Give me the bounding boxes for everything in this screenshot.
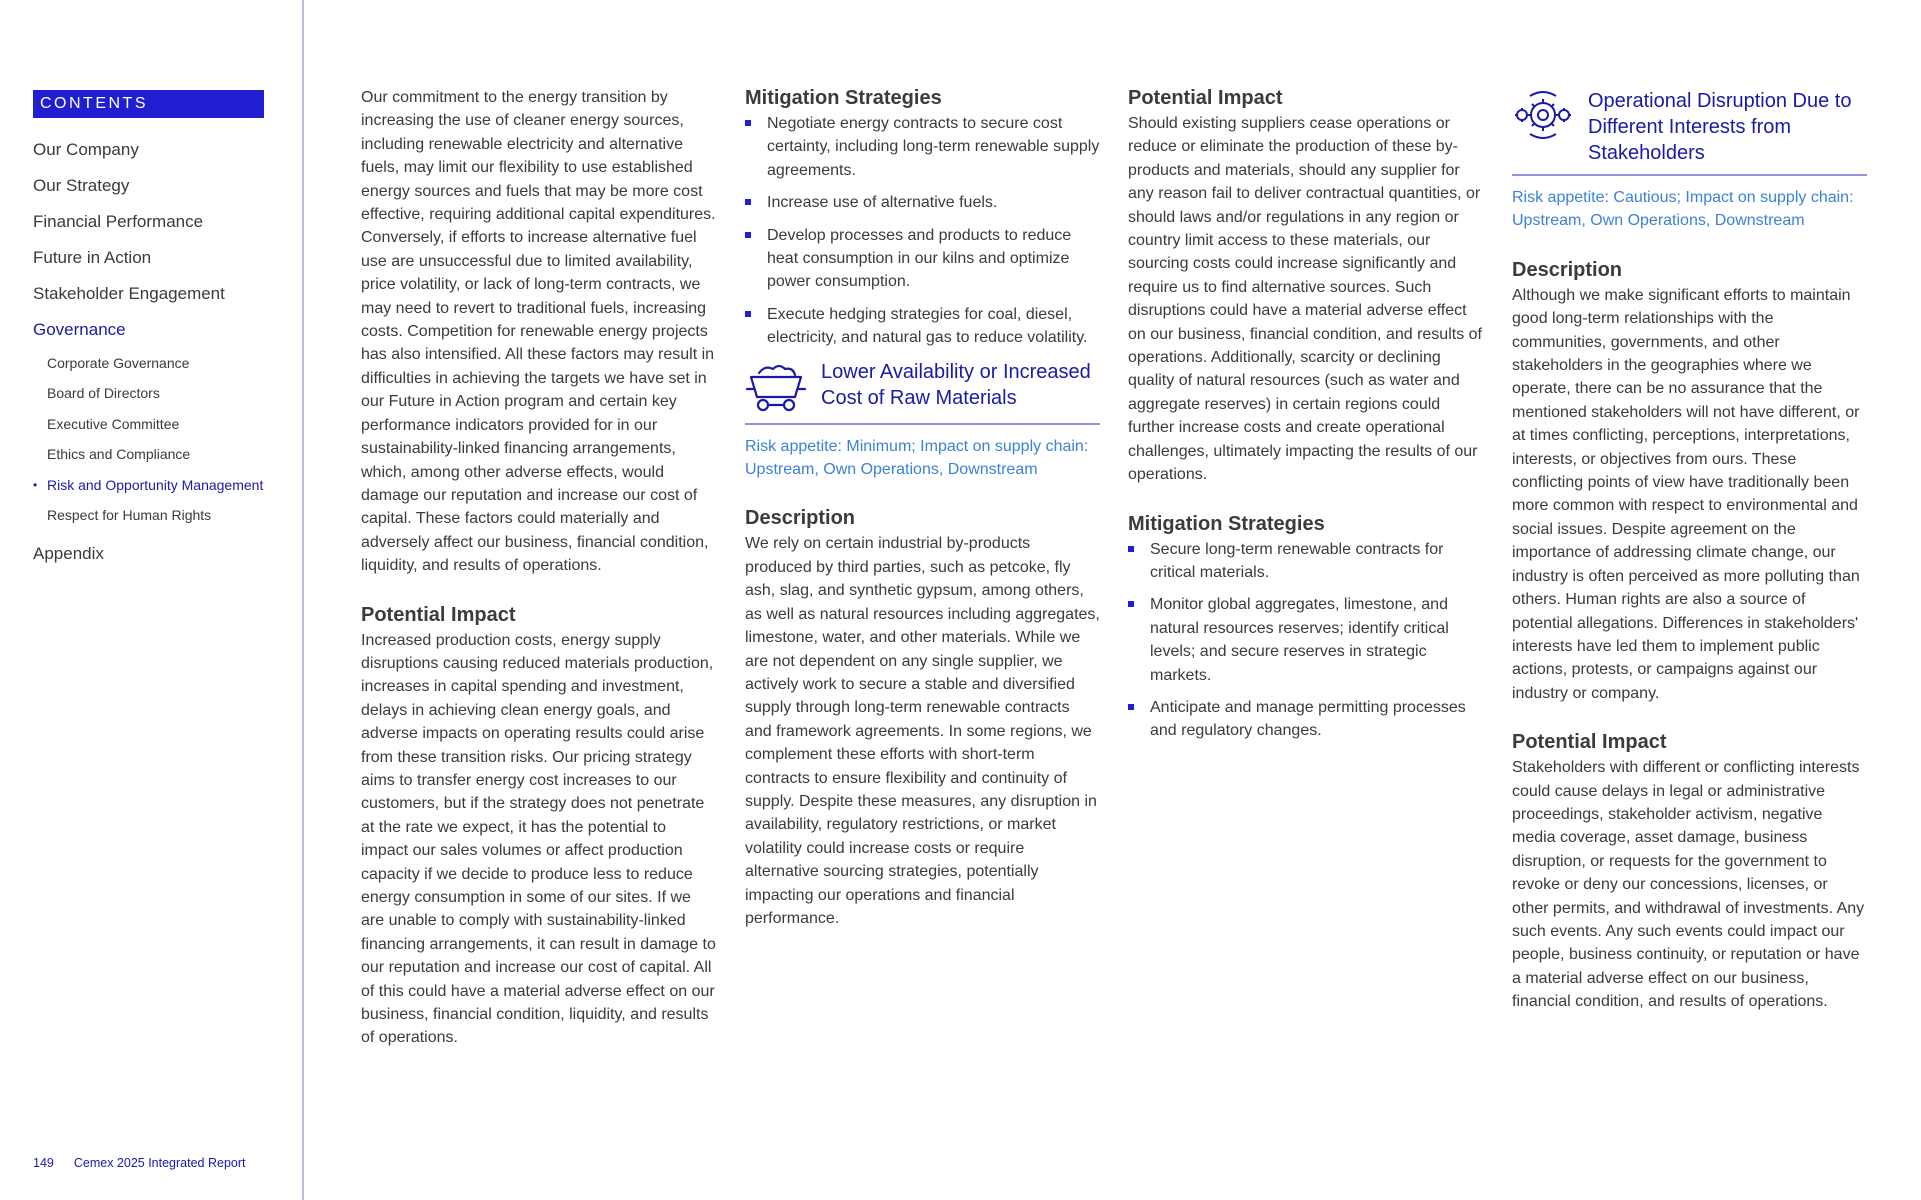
nav-item-financial-performance[interactable]: Financial Performance: [33, 212, 204, 231]
page-footer: [33, 1156, 246, 1170]
potential-impact-text: Increased production costs, energy supply disruptions causing reduced materials production, increases in capital spending and investment, delays in achieving clean energy goals, and adverse impacts on operating results could arise from these transition risks. Our pricing strategy aims to transfer energy cost increases to our customers, but if the strategy does not penetrate at the rate we expect, it has the potential to impact our sales volumes or affect production capacity if we decide to produce less to reduce energy consumption in some of our sites. If we are unable to comply with sustainability-linked financing arrangements, it can result in damage to our reputation and increase our cost of capital. All of this could have a material adverse effect on our business, financial condition, liquidity, and results of operations.: [361, 631, 716, 1047]
list-item: [745, 224, 1100, 294]
nav-item-our-company[interactable]: Our Company: [33, 140, 139, 159]
list-item-text: Secure long-term renewable contracts for critical materials.: [1150, 540, 1444, 581]
risk-appetite: Risk appetite: Cautious; Impact on supply chain: Upstream, Own Operations, Downstream: [1512, 189, 1854, 230]
potential-impact-heading: Potential Impact: [1128, 87, 1283, 109]
potential-impact-heading: Potential Impact: [361, 603, 516, 626]
contents-label[interactable]: CONTENTS: [33, 90, 264, 118]
column-3: [1128, 86, 1483, 752]
column-4: [1512, 86, 1867, 1014]
list-item: [1128, 538, 1483, 585]
mitigation-heading: Mitigation Strategies: [1128, 512, 1325, 535]
description-heading: Description: [745, 507, 856, 530]
list-item-text: Monitor global aggregates, limestone, and natural resources reserves; identify critical levels; and secure reserves in strategic markets.: [1150, 596, 1449, 684]
list-item: [1128, 696, 1483, 743]
nav-item-stakeholder-engagement[interactable]: Stakeholder Engagement: [33, 284, 225, 303]
description-text: Although we make significant efforts to maintain good long-term relationships with the communities, governments, and other stakeholders in the geographies where we operate, there can be no assurance that the mentioned stakeholders will not have different, or at times conflicting, perceptions, interpretations, interests, or objectives from ours. These conflicting points of view have traditionally been more common with respect to environmental and social issues. Despite agreement on the importance of addressing climate change, our industry is often perceived as more polluting than others. Human rights are also a source of potential allegations. Differences in stakeholders' interests have led them to implement public actions, protests, or campaigns against our industry or company.: [1512, 286, 1860, 702]
list-item: [745, 191, 1100, 214]
bullet-square-icon: [1128, 601, 1134, 607]
subnav-label: Risk and Opportunity Management: [47, 476, 264, 493]
subnav-label: Ethics and Compliance: [47, 446, 191, 463]
nav-item-future-in-action[interactable]: Future in Action: [33, 248, 152, 267]
list-item-text: Increase use of alternative fuels.: [767, 194, 998, 212]
subnav-item-corporate-governance[interactable]: [33, 353, 298, 383]
report-title: Cemex 2025 Integrated Report: [73, 1156, 246, 1170]
list-item-text: Execute hedging strategies for coal, diesel, electricity, and natural gas to reduce volatility.: [767, 305, 1088, 347]
mitigation-heading: Mitigation Strategies: [745, 87, 942, 109]
nav-item-governance[interactable]: Governance: [33, 320, 126, 339]
subnav-label: Board of Directors: [47, 385, 160, 402]
nav-item-appendix[interactable]: Appendix: [33, 544, 104, 564]
subnav-label: Corporate Governance: [47, 355, 190, 371]
sidebar-nav: [33, 137, 298, 577]
intro-paragraph: Our commitment to the energy transition by increasing the use of cleaner energy sources, including renewable electricity and alternative fuels, may limit our flexibility to use established energy sources and fuels that may be more cost effective, requiring additional capital expenditures. Conversely, if efforts to increase alternative fuel use are unsuccessful due to limited availability, price volatility, or lack of long-term contracts, we may need to revert to traditional fuels, increasing costs. Competition for renewable energy projects has also intensified. All these factors may result in difficulties in achieving the targets we have set in our Future in Action program and certain key performance indicators provided for in our sustainability-linked financing arrangements, which, among other adverse effects, would damage our reputation and increase our cost of capital. These factors could materially and adversely affect our business, financial condition, liquidity, and results of operations.: [361, 89, 716, 575]
risk-appetite: Risk appetite: Minimum; Impact on supply chain: Upstream, Own Operations, Downstream: [745, 437, 1089, 479]
sidebar-divider: [302, 0, 304, 1200]
gears-icon: [1512, 88, 1574, 144]
bullet-square-icon: [745, 120, 751, 126]
description-text: We rely on certain industrial by-products produced by third parties, such as petcoke, fly ash, slag, and synthetic gypsum, among others, as well as natural resources including aggregates, limestone, water, and other materials. While we are not dependent on any single supplier, we actively work to secure a stable and diversified supply through long-term renewable contracts and framework agreements. In some regions, we complement these efforts with short-term contracts to ensure flexibility and continuity of supply. Despite these measures, any disruption in availability, regulatory restrictions, or market volatility could increase costs or require alternative sourcing strategies, potentially impacting our operations and financial performance.: [745, 535, 1100, 927]
active-bullet-icon: •: [33, 477, 38, 492]
subnav-item-board-of-directors[interactable]: [33, 383, 298, 413]
list-item: [745, 112, 1100, 182]
sidebar: [0, 0, 303, 1200]
list-item: [745, 303, 1100, 350]
list-item-text: Anticipate and manage permitting processes and regulatory changes.: [1150, 698, 1466, 740]
risk-title: Lower Availability or Increased Cost of Raw Materials: [821, 360, 1091, 409]
subnav-item-risk-and-opportunity-management[interactable]: [33, 475, 298, 505]
column-2: [745, 86, 1100, 930]
potential-impact-text: Stakeholders with different or conflicting interests could cause delays in legal or administrative proceedings, stakeholder activism, negative media coverage, asset damage, business disruption, or requests for the government to revoke or deny our concessions, licenses, or other permits, and withdrawal of investments. Any such events. Any such events could impact our people, business continuity, or reputation or have a material adverse effect on our business, financial condition, and results of operations.: [1512, 759, 1865, 1011]
page-number: 149: [33, 1156, 54, 1170]
bullet-square-icon: [745, 232, 751, 238]
column-1: [361, 86, 716, 1050]
mitigation-list: [1128, 538, 1483, 743]
list-item-text: Develop processes and products to reduce heat consumption in our kilns and optimize power consumption.: [767, 226, 1072, 291]
subnav-item-respect-for-human-rights[interactable]: [33, 505, 298, 535]
subnav-label: Respect for Human Rights: [47, 506, 212, 523]
mine-cart-icon: [745, 359, 807, 415]
description-heading: Description: [1512, 258, 1623, 281]
list-item-text: Negotiate energy contracts to secure cost certainty, including long-term renewable supply agreements.: [767, 115, 1100, 179]
risk-divider: [745, 423, 1100, 425]
subnav-item-executive-committee[interactable]: [33, 414, 298, 444]
risk-title: Operational Disruption Due to Different Interests from Stakeholders: [1588, 90, 1852, 164]
bullet-square-icon: [745, 199, 751, 205]
risk-header: [745, 359, 1100, 415]
bullet-square-icon: [745, 311, 751, 317]
mitigation-list: [745, 112, 1100, 350]
subnav-label: Executive Committee: [47, 415, 180, 432]
risk-divider: [1512, 174, 1867, 176]
bullet-square-icon: [1128, 704, 1134, 710]
potential-impact-text: Should existing suppliers cease operations or reduce or eliminate the production of these by-products and materials, should any supplier for any reason fail to deliver contractual quantities, or should laws and/or regulations in any region or country limit access to these materials, our sourcing costs could increase significantly and require us to find alternative sources. Such disruptions could have a material adverse effect on our business, financial condition, and results of operations. Additionally, scarcity or declining quality of natural resources (such as water and aggregate reserves) in certain regions could further increase costs and create operational challenges, ultimately impacting the results of our operations.: [1128, 115, 1482, 484]
potential-impact-heading: Potential Impact: [1512, 731, 1667, 754]
nav-item-our-strategy[interactable]: Our Strategy: [33, 176, 130, 195]
subnav-item-ethics-and-compliance[interactable]: [33, 444, 298, 474]
list-item: [1128, 593, 1483, 687]
risk-header: [1512, 88, 1867, 166]
bullet-square-icon: [1128, 546, 1134, 552]
